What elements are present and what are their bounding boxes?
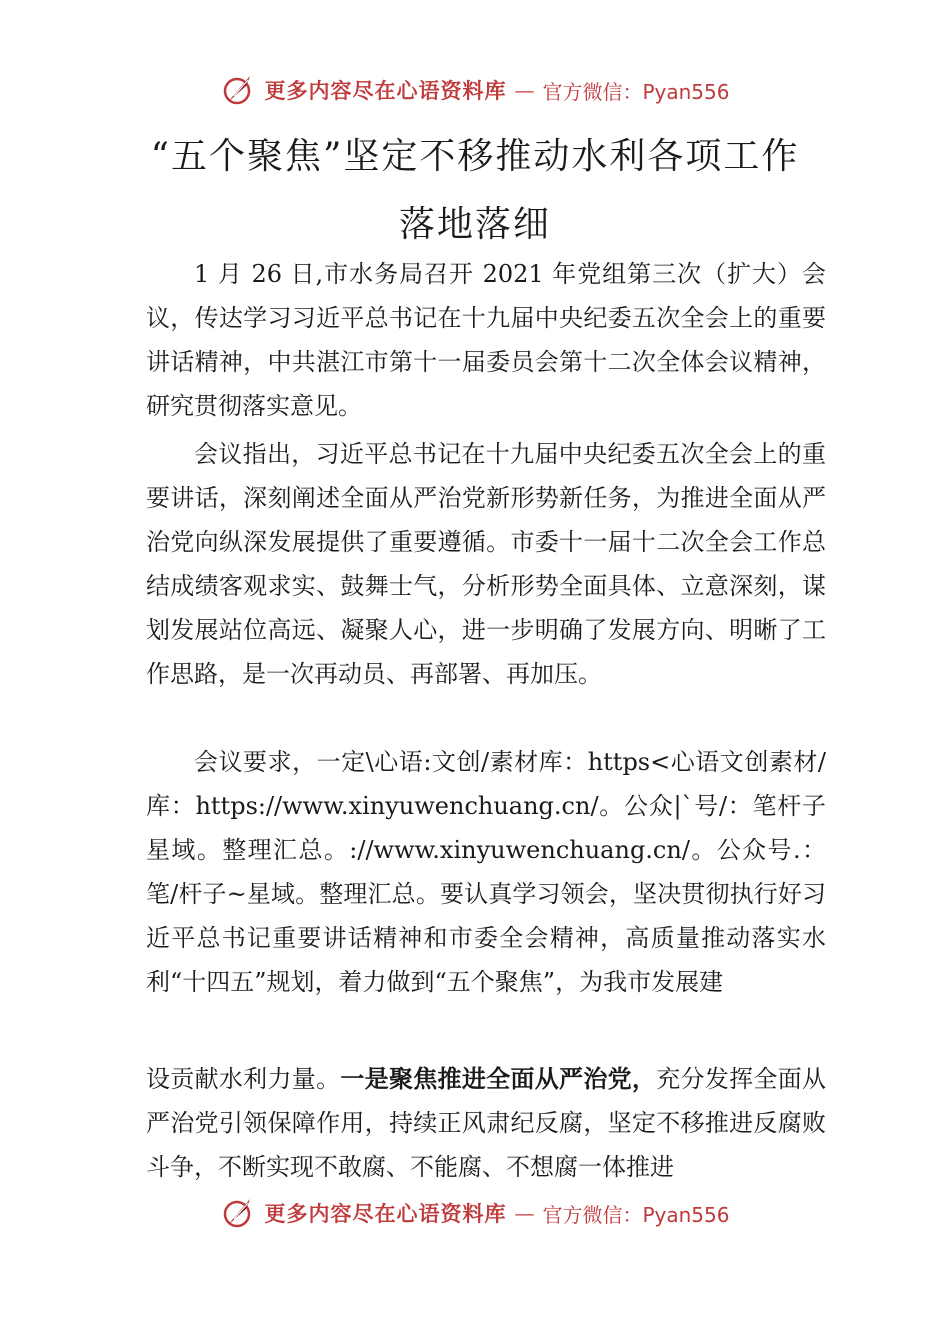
- watermark-footer: [0, 1195, 950, 1231]
- page-title-line-1: “五个聚焦”坚定不移推动水利各项工作: [150, 136, 800, 177]
- watermark-separator: —: [514, 1201, 535, 1225]
- watermark-wechat: 官方微信：Pyan556: [542, 1202, 730, 1227]
- watermark-wechat: 官方微信：Pyan556: [542, 79, 730, 104]
- quill-logo-icon: [220, 72, 256, 108]
- page-title-line-2: 落地落细: [398, 204, 551, 245]
- paragraph-3: [146, 740, 826, 1004]
- quill-logo-icon: [220, 1195, 256, 1231]
- paragraph-4-text: [146, 1057, 826, 1189]
- paragraph-3-text: 会议要求，一定\心语:文创/素材库：https<心语文创素材/库：https://www.xinyuwenchuang.cn/。公众|`号/：笔杆子星域。整理汇总。://www.xinyuwenchuang.cn/。公众号.：笔/杆子~星域。整理汇总。要认真学习领会，坚决贯彻执行好习近平总书记重要讲话精神和市委全会精神，高质量推动落实水利“十四五”规划，着力做到“五个聚焦”，为我市发展建: [146, 748, 826, 996]
- watermark-header: [0, 72, 950, 108]
- paragraph-4-pre: 设贡献水利力量。: [146, 1065, 341, 1093]
- paragraph-2: [146, 432, 826, 696]
- watermark-text: 更多内容尽在心语资料库: [264, 78, 507, 103]
- paragraph-1: [146, 252, 826, 428]
- paragraph-2-text: 会议指出，习近平总书记在十九届中央纪委五次全会上的重要讲话，深刻阐述全面从严治党新形势新任务，为推进全面从严治党向纵深发展提供了重要遵循。市委十一届十二次全会工作总结成绩客观求实、鼓舞士气，分析形势全面具体、立意深刻，谋划发展站位高远、凝聚人心，进一步明确了发展方向、明晰了工作思路，是一次再动员、再部署、再加压。: [146, 440, 826, 688]
- paragraph-4-bold-lead: 一是聚焦推进全面从严治党，: [340, 1065, 657, 1093]
- paragraph-1-text: 1 月 26 日,市水务局召开 2021 年党组第三次（扩大）会议，传达学习习近平总书记在十九届中央纪委五次全会上的重要讲话精神，中共湛江市第十一届委员会第十二次全体会议精神，研究贯彻落实意见。: [146, 260, 826, 420]
- paragraph-4-post: 充分发挥全面从严治党引领保障作用，持续正风肃纪反腐，坚定不移推进反腐败斗争，不断实现不敢腐、不能腐、不想腐一体推进: [146, 1065, 827, 1181]
- watermark-text: 更多内容尽在心语资料库: [264, 1201, 507, 1226]
- watermark-separator: —: [514, 78, 535, 102]
- paragraph-4: [146, 1057, 826, 1189]
